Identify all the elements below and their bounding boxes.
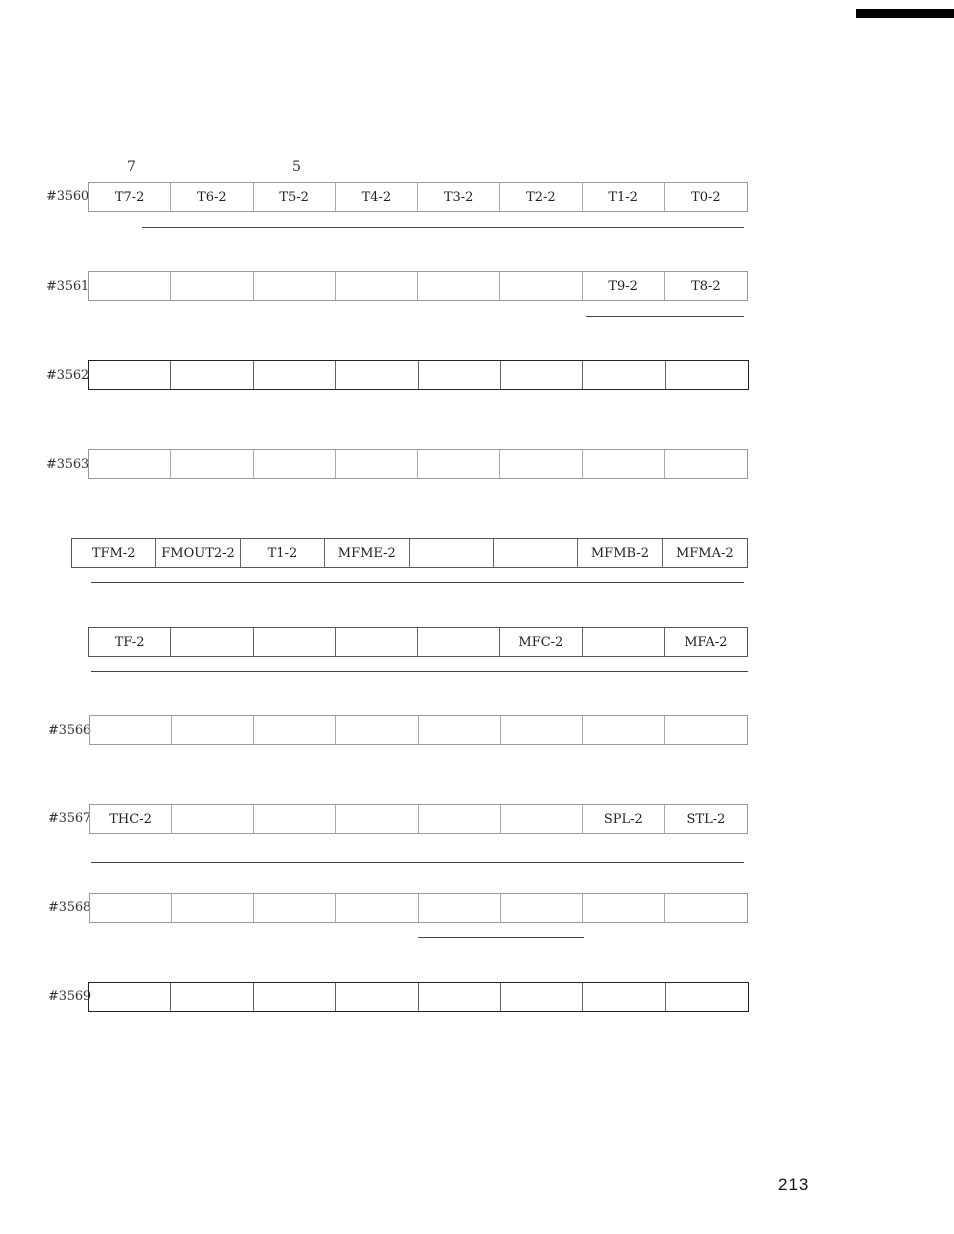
bit-cell: T1-2: [583, 183, 665, 211]
bit-cell: [89, 983, 171, 1011]
bit-cell: [172, 894, 254, 922]
bit-cell: T8-2: [691, 278, 721, 294]
bit-cell: [419, 805, 501, 833]
bit-cell: [171, 983, 253, 1011]
bit-cell: [419, 894, 501, 922]
register-3560-rule: [142, 227, 744, 228]
bit-cell: [254, 983, 336, 1011]
register-3561-bits: [88, 271, 748, 301]
bit-cell: [583, 894, 665, 922]
bit-cell: [254, 628, 336, 656]
register-3568-rule: [418, 937, 584, 938]
bit-cell: [171, 450, 253, 478]
bit-cell: MFME-2: [325, 539, 409, 567]
bit-cell: [500, 450, 582, 478]
register-3567-bits: [89, 804, 748, 834]
bit-cell: [89, 450, 171, 478]
bit-cell: [254, 361, 336, 389]
bit-cell: [501, 983, 583, 1011]
bit-cell: SPL-2: [583, 805, 665, 833]
register-3562-bits: [88, 360, 749, 390]
bit-cell: T6-2: [171, 183, 253, 211]
bit-cell: [501, 716, 583, 744]
bit-5-label: 5: [292, 159, 301, 175]
register-3567-rule: [91, 862, 744, 863]
bit-cell: [500, 272, 582, 300]
bit-cell: [90, 894, 172, 922]
bit-cell: MFMB-2: [578, 539, 662, 567]
bit-cell: [254, 894, 336, 922]
bit-cell: [418, 628, 500, 656]
bit-cell: [418, 450, 500, 478]
register-5-bits: [71, 538, 748, 568]
bit-cell: MFMA-2: [675, 545, 734, 561]
bit-cell: [254, 716, 336, 744]
bit-cell: [583, 716, 665, 744]
bit-cell: [336, 272, 418, 300]
bit-cell: [665, 894, 747, 922]
bit-cell: MFC-2: [500, 628, 582, 656]
bit-7-label: 7: [127, 159, 136, 175]
bit-cell: [336, 894, 418, 922]
register-3568-label: #3568: [48, 900, 91, 915]
bit-cell: T2-2: [500, 183, 582, 211]
bit-cell: [89, 361, 171, 389]
bit-cell: [254, 805, 336, 833]
bit-cell: TFM-2: [72, 539, 156, 567]
bit-cell: [172, 716, 254, 744]
bit-cell: FMOUT2-2: [156, 539, 240, 567]
register-3569-bits: [88, 982, 749, 1012]
bit-cell: [419, 716, 501, 744]
register-5-rule: [91, 582, 744, 583]
bit-cell: [336, 450, 418, 478]
register-3568-bits: [89, 893, 748, 923]
page-number: 213: [778, 1175, 810, 1194]
bit-cell: [583, 361, 665, 389]
bit-cell: [501, 894, 583, 922]
register-3569-label: #3569: [48, 989, 91, 1004]
bit-cell: [410, 539, 494, 567]
bit-cell: STL-2: [686, 811, 726, 827]
register-3563-label: #3563: [46, 457, 89, 472]
bit-cell: [254, 272, 336, 300]
bit-cell: [501, 361, 583, 389]
bit-cell: [171, 361, 253, 389]
bit-cell: [501, 805, 583, 833]
bit-cell: MFA-2: [684, 634, 728, 650]
register-3562-label: #3562: [46, 368, 89, 383]
bit-cell: T0-2: [691, 189, 721, 205]
bit-cell: [90, 716, 172, 744]
register-3560-label: #3560: [46, 189, 89, 204]
bit-cell: [419, 361, 501, 389]
bit-cell: [419, 983, 501, 1011]
register-3563-bits: [88, 449, 748, 479]
bit-cell: [494, 539, 578, 567]
bit-cell: [336, 628, 418, 656]
bit-cell: [583, 983, 665, 1011]
bit-cell: [665, 450, 747, 478]
bit-cell: [666, 983, 748, 1011]
corner-marker-bar: [856, 9, 954, 18]
bit-cell: [336, 716, 418, 744]
bit-cell: [171, 272, 253, 300]
bit-cell: [171, 628, 253, 656]
bit-cell: [418, 272, 500, 300]
register-3560-bits: [88, 182, 748, 212]
bit-cell: [583, 628, 665, 656]
bit-cell: [336, 805, 418, 833]
bit-cell: [336, 983, 418, 1011]
bit-cell: [583, 450, 665, 478]
bit-cell: T1-2: [241, 539, 325, 567]
register-6-rule: [91, 671, 748, 672]
register-3561-rule: [586, 316, 744, 317]
register-6-bits: [88, 627, 748, 657]
register-3566-bits: [89, 715, 748, 745]
bit-cell: T3-2: [418, 183, 500, 211]
bit-cell: T9-2: [583, 272, 665, 300]
bit-cell: [336, 361, 418, 389]
bit-cell: T5-2: [254, 183, 336, 211]
bit-cell: [172, 805, 254, 833]
bit-cell: [666, 361, 748, 389]
bit-cell: [89, 272, 171, 300]
bit-cell: [665, 716, 747, 744]
bit-cell: TF-2: [89, 628, 171, 656]
register-3566-label: #3566: [48, 723, 91, 738]
register-3561-label: #3561: [46, 279, 89, 294]
bit-cell: THC-2: [90, 805, 172, 833]
bit-cell: [254, 450, 336, 478]
bit-cell: T4-2: [336, 183, 418, 211]
bit-cell: T7-2: [89, 183, 171, 211]
register-3567-label: #3567: [48, 811, 91, 826]
